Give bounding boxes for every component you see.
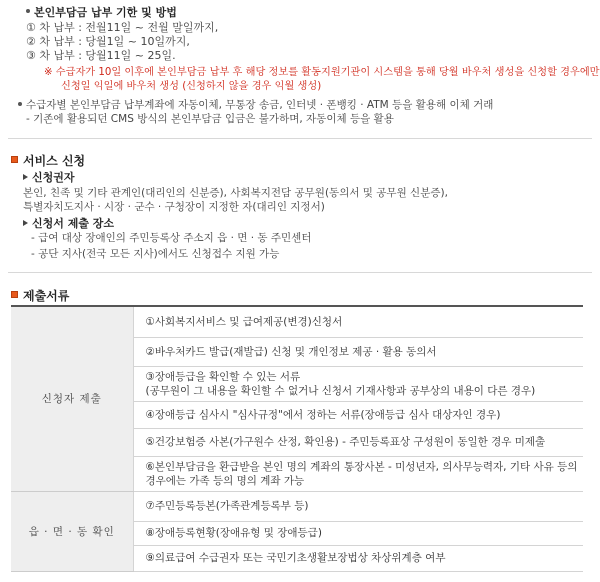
place-line-1: - 급여 대상 장애인의 주민등록상 주소지 읍 · 면 · 동 주민센터 xyxy=(31,232,312,244)
place-line-2: - 공단 지사(전국 모든 지사)에서도 신청접수 지원 가능 xyxy=(31,248,280,260)
section-square-icon xyxy=(11,291,18,298)
doc-item-3-line-1: ③장애등급을 확인할 수 있는 서류 xyxy=(145,370,301,383)
arrow-right-icon xyxy=(23,220,28,226)
doc-item-1: ①사회복지서비스 및 급여제공(변경)신청서 xyxy=(133,306,583,337)
doc-item-4: ④장애등급 심사시 "심사규정"에서 정하는 서류(장애등급 심사 대상자인 경우) xyxy=(133,401,583,428)
doc-item-7: ⑦주민등록등본(가족관계등록부 등) xyxy=(133,491,583,521)
applicant-heading: 신청권자 xyxy=(32,171,75,184)
divider xyxy=(8,138,592,139)
group-label-applicant: 신청자 제출 xyxy=(11,306,133,491)
payment-item-2: ② 차 납부 : 당월1일 ~ 10일까지, xyxy=(26,35,190,48)
place-heading: 신청서 제출 장소 xyxy=(32,217,115,230)
arrow-right-icon xyxy=(23,174,28,180)
payment-item-1: ① 차 납부 : 전월11일 ~ 전월 말일까지, xyxy=(26,21,219,34)
bullet-dot-icon xyxy=(18,102,22,106)
payment-method: 수급자별 본인부담금 납부계좌에 자동이체, 무통장 송금, 인터넷 · 폰뱅킹 · ATM 등을 활용해 이체 거래 xyxy=(26,99,494,111)
service-title: 서비스 신청 xyxy=(23,154,86,168)
doc-item-6 xyxy=(133,456,583,491)
table-row xyxy=(11,306,583,337)
doc-item-9: ⑨의료급여 수급권자 또는 국민기초생활보장법상 차상위계층 여부 xyxy=(133,545,583,571)
payment-heading: 본인부담금 납부 기한 및 방법 xyxy=(34,6,177,19)
payment-item-3: ③ 차 납부 : 당월11일 ~ 25일. xyxy=(26,49,176,62)
applicant-line-1: 본인, 친족 및 기타 관계인(대리인의 신분증), 사회복지전담 공무원(동의서 및 공무원 신분증), xyxy=(23,187,448,199)
section-square-icon xyxy=(11,156,18,163)
doc-item-5: ⑤건강보험증 사본(가구원수 산정, 확인용) - 주민등록표상 구성원이 동일한 경우 미제출 xyxy=(133,428,583,456)
table-row xyxy=(11,491,583,521)
divider xyxy=(8,272,592,273)
applicant-line-2: 특별자치도지사 · 시장 · 군수 · 구청장이 지정한 자(대리인 지정서) xyxy=(23,201,325,213)
doc-item-6-line-2: 경우에는 가족 등의 명의 계좌 가능 xyxy=(145,474,305,487)
payment-method-sub: - 기존에 활용되던 CMS 방식의 본인부담금 입금은 불가하며, 자동이체 등을 활용 xyxy=(26,113,394,125)
docs-table xyxy=(11,305,583,572)
group-label-office: 읍 · 면 · 동 확인 xyxy=(11,491,133,571)
bullet-dot-icon xyxy=(26,9,30,13)
payment-note-line-2: 신청일 익일에 바우처 생성 (신청하지 않을 경우 익월 생성) xyxy=(61,81,322,92)
doc-item-8: ⑧장애등록현황(장애유형 및 장애등급) xyxy=(133,521,583,545)
docs-title: 제출서류 xyxy=(23,289,70,303)
doc-item-2: ②바우처카드 발급(재발급) 신청 및 개인정보 제공 · 활용 동의서 xyxy=(133,337,583,366)
doc-item-6-line-1: ⑥본인부담금을 환급받을 본인 명의 계좌의 통장사본 - 미성년자, 의사무능력자, 기타 사유 등의 xyxy=(145,460,578,473)
payment-note-line-1: ※ 수급자가 10일 이후에 본인부담금 납부 후 해당 정보를 활동지원기관이 시스템을 통해 당월 바우처 생성을 신청할 경우에만 xyxy=(44,67,600,78)
doc-item-3 xyxy=(133,366,583,401)
doc-item-3-line-2: (공무원이 그 내용을 확인할 수 없거나 신청서 기재사항과 공부상의 내용이 다른 경우) xyxy=(145,384,536,397)
